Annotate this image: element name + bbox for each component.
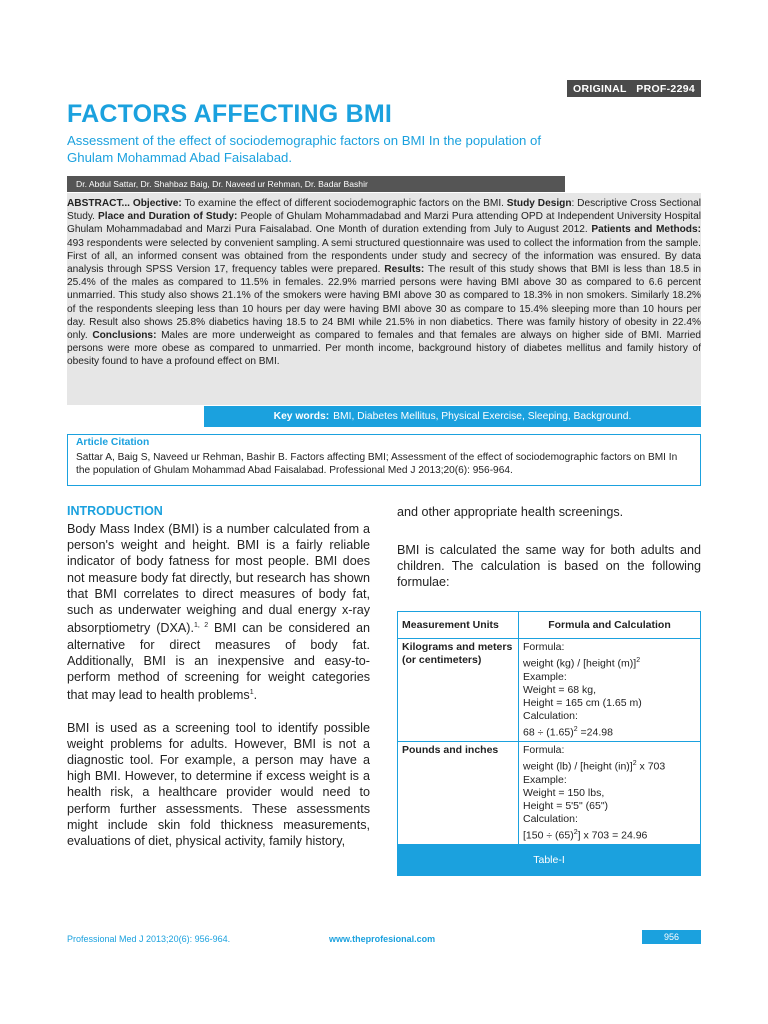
formula-text: weight (kg) / [height (m)] [523, 657, 637, 670]
citation-sup: 1, 2 [194, 622, 209, 630]
intro-paragraph-3: BMI is calculated the same way for both adults and children. The calculation is based on the following formulae: [397, 543, 701, 590]
abstract-results: The result of this study shows that BMI is less than 18.5 in 25.4% of the males as compared to 11.5% in females. 22.9% married persons were having BMI above 30 as compared to 6.6 percent unmarried. This study also shows 21.1% of the smokers were having BMI above 30 as compared to 18.3% in non smokers. Similarly 18.2% of the respondents sleeping less than 10 hours per day were having BMI above 30 as compare to 15.4% sleeping more than 10 hours per day. Result also shows 25.8% diabetics having 18.5 to 24 BMI while 21.5% in non diabetics. There was family history of obesity in 22.4% only. [67, 264, 701, 342]
example-height: Height = 5'5" (65") [523, 799, 609, 812]
formula-multiplier: x 703 [636, 760, 666, 773]
table-cell-formula [519, 639, 701, 742]
example-height: Height = 165 cm (1.65 m) [523, 696, 642, 709]
abstract [67, 197, 701, 369]
design-label: Study Design [506, 198, 572, 209]
calculation-label: Calculation: [523, 812, 578, 825]
bmi-formula-table [397, 611, 701, 876]
table-row [398, 639, 701, 742]
table-header-formula: Formula and Calculation [519, 612, 701, 639]
page-number: 956 [642, 930, 701, 944]
intro-paragraph-1 [67, 521, 370, 704]
abstract-place: People of Ghulam Mohammadabad and Marzi Pura attending OPD at Independent University Hospital Ghulam Mohammadabad and Marzi Pura Faisalabad. One Month of duration extending from July to August 2012. [67, 211, 701, 236]
table-caption: Table-I [398, 845, 701, 876]
calculation-label: Calculation: [523, 709, 578, 722]
footer-website[interactable]: www.theprofesional.com [329, 934, 436, 944]
table-cell-unit: Kilograms and meters (or centimeters) [398, 639, 519, 742]
table-cell-formula [519, 742, 701, 845]
table-row [398, 742, 701, 845]
intro-p1-text-b: BMI can be considered an alternative for direct measures of body fat. Additionally, BMI is an inexpensive and easy-to-perform method of screening for weight categories that may lead to health problems [67, 621, 370, 703]
keywords-bar [204, 406, 701, 427]
intro-p1-text-a: Body Mass Index (BMI) is a number calculated from a person's weight and height. BMI is a fairly reliable indicator of body fatness for most people. BMI does not measure body fat directly, but research has shown that BMI correlates to direct measures of body fat, such as underwater weighing and dual energy x-ray absorptiometry (DXA). [67, 522, 370, 636]
abstract-lead: ABSTRACT... Objective: [67, 198, 182, 209]
calc-result: =24.98 [577, 726, 613, 738]
keywords-label: Key words: [273, 411, 330, 422]
formula-sup: 2 [632, 760, 637, 767]
calc-result: ] x 703 = 24.96 [577, 829, 648, 841]
calculation-line [523, 723, 696, 740]
citation-text: Sattar A, Baig S, Naveed ur Rehman, Bashir B. Factors affecting BMI; Assessment of the effect of sociodemographic factors on BMI In the population of Ghulam Mohammad Abad Faisalabad. Professional Med J 2013;20(6): 956-964. [76, 452, 678, 476]
tag-original: ORIGINAL [573, 82, 627, 95]
formula-label: Formula: [523, 744, 565, 756]
formula-text: weight (lb) / [height (in)] [523, 760, 633, 773]
example-weight: Weight = 150 lbs, [523, 786, 605, 799]
calc-text: [150 ÷ (65) [523, 829, 574, 841]
example-weight: Weight = 68 kg, [523, 683, 597, 696]
formula-label: Formula: [523, 641, 565, 653]
introduction-heading: INTRODUCTION [67, 504, 163, 518]
table-cell-unit: Pounds and inches [398, 742, 519, 845]
tag-id: PROF-2294 [636, 82, 695, 95]
table-header-row [398, 612, 701, 639]
calculation-line [523, 826, 696, 843]
article-subtitle: Assessment of the effect of sociodemographic factors on BMI In the population of Ghulam Mohammad Abad Faisalabad. [67, 133, 542, 165]
conclusions-label: Conclusions: [92, 330, 157, 342]
article-type-tag [567, 80, 701, 97]
example-label: Example: [523, 670, 567, 683]
results-label: Results: [384, 264, 425, 276]
intro-p1-text-c: . [253, 688, 258, 703]
table-caption-row [398, 845, 701, 876]
keywords-text: BMI, Diabetes Mellitus, Physical Exercise, Sleeping, Background. [333, 411, 632, 422]
methods-label: Patients and Methods: [591, 224, 701, 236]
author-bar: Dr. Abdul Sattar, Dr. Shahbaz Baig, Dr. Naveed ur Rehman, Dr. Badar Bashir [67, 176, 565, 192]
article-title: FACTORS AFFECTING BMI [67, 100, 393, 128]
place-label: Place and Duration of Study: [98, 211, 238, 223]
formula-sup: 2 [636, 657, 641, 664]
right-column-continuation: and other appropriate health screenings. [397, 505, 624, 519]
formula-line [523, 757, 696, 774]
intro-paragraph-2: BMI is used as a screening tool to identify possible weight problems for adults. However, BMI is not a diagnostic tool. For example, a person may have a high BMI. However, to determine if excess weight is a health risk, a healthcare provider would need to perform further assessments. These assessments might include skin fold thickness measurements, evaluations of diet, physical activity, family history, [67, 720, 370, 849]
calc-sup: 2 [573, 828, 578, 836]
abstract-methods: 493 respondents were selected by convenient sampling. A semi structured questionnaire was used to collect the information from the sample. First of all, an informed consent was obtained from the respondents under study and secrecy of the information was ensured. By data analysis through SPSS Version 17, frequency tables were prepared. [67, 237, 701, 276]
citation-sup: 1 [249, 689, 254, 697]
table-header-units: Measurement Units [398, 612, 519, 639]
abstract-design: : Descriptive Cross Sectional Study. [67, 198, 701, 223]
footer-journal: Professional Med J 2013;20(6): 956-964. [67, 934, 231, 944]
formula-line [523, 654, 696, 671]
abstract-conclusions: Males are more underweight as compared to females and that females are always on higher side of BMI. Married persons were more obese as compared to unmarried. Per month income, background history of diabetes mellitus and family history of obesity found to have a profound effect on BMI. [67, 330, 701, 368]
citation-heading: Article Citation [76, 437, 150, 448]
abstract-objective: To examine the effect of different sociodemographic factors on the BMI. [184, 198, 504, 209]
left-column [67, 521, 370, 865]
calc-text: 68 ÷ (1.65) [523, 726, 574, 738]
example-label: Example: [523, 773, 567, 786]
calc-sup: 2 [573, 725, 578, 733]
